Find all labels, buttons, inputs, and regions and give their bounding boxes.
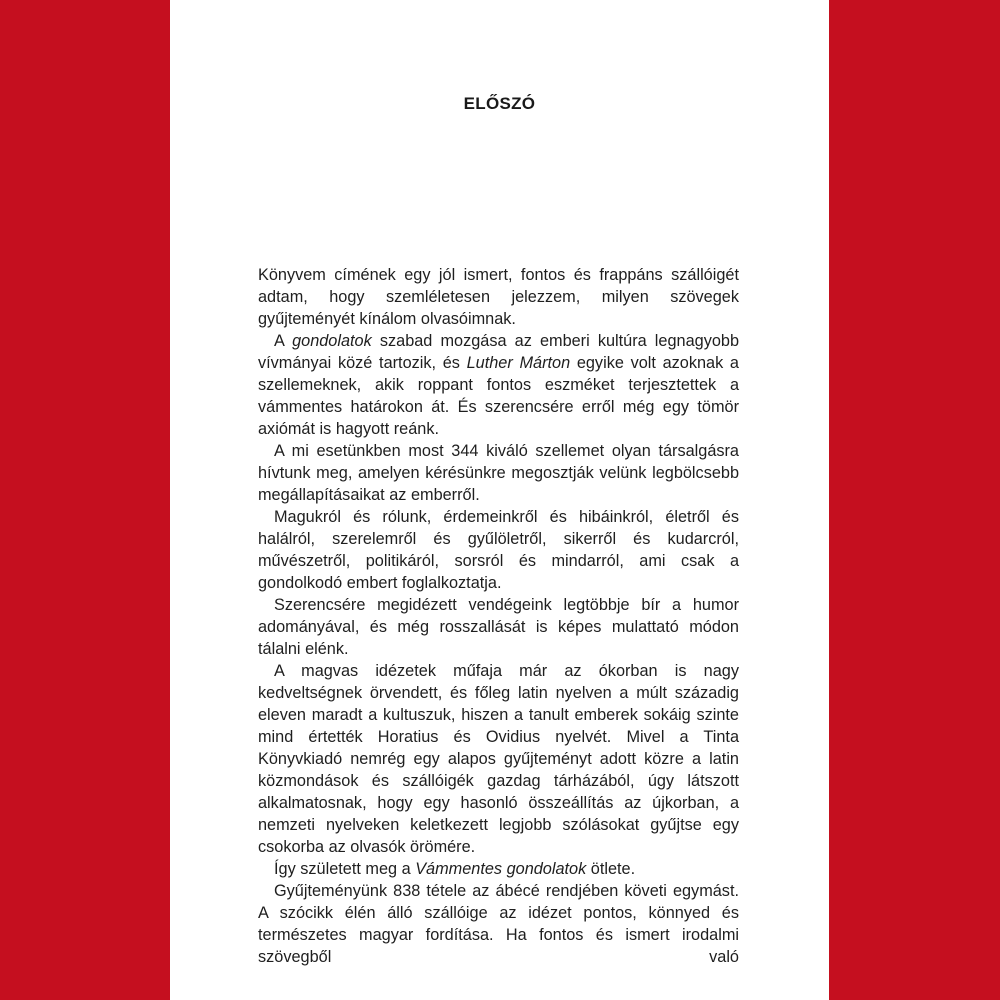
paragraph-text: Gyűjteményünk 838 tétele az ábécé rendjében követi egymást. A szócikk élén álló szállóige az idézet pontos, könnyed és természetes magyar fordítása. Ha fontos és ismert irodalmi szövegből való: [258, 882, 739, 966]
paragraph-7: [258, 858, 739, 880]
paragraph-text: Könyvem címének egy jól ismert, fontos és frappáns szállóigét adtam, hogy szemléletesen jelezzem, milyen szövegek gyűjteményét kínálom olvasóimnak.: [258, 266, 739, 328]
paragraph-text: Így született meg a: [274, 860, 416, 878]
italic-name: Luther Márton: [466, 354, 571, 372]
paragraph-3: [258, 440, 739, 506]
paragraph-1: [258, 264, 739, 330]
preface-body: [258, 264, 739, 968]
paragraph-text: A mi esetünkben most 344 kiváló szellemet olyan társalgásra hívtunk meg, amelyen kérésünkre megosztják velünk legbölcsebb megállapításaikat az emberről.: [258, 442, 739, 504]
paragraph-4: [258, 506, 739, 594]
page-title: ELŐSZÓ: [463, 94, 536, 113]
paragraph-text: Szerencsére megidézett vendégeink legtöbbje bír a humor adományával, és még rosszallását is képes mulattató módon tálalni elénk.: [258, 596, 739, 658]
right-red-border: [829, 0, 1000, 1000]
paragraph-text: A: [274, 332, 293, 350]
paragraph-text: egyike volt azoknak a szellemeknek, akik roppant fontos eszméket terjesztettek a vámmentes határokon át. És szerencsére erről még egy tömör axiómát is hagyott reánk.: [258, 354, 739, 438]
paragraph-text: ötlete.: [586, 860, 636, 878]
paragraph-text: A magvas idézetek műfaja már az ókorban is nagy kedveltségnek örvendett, és főleg latin nyelven a múlt századig eleven maradt a kultuszuk, hiszen a tanult emberek sokáig szinte mind értették Horatius és Ovidius nyelvét. Mivel a Tinta Könyvkiadó nemrég egy alapos gyűjteményt adott közre a latin közmondások és szállóigék gazdag tárházából, úgy látszott alkalmatosnak, hogy egy hasonló összeállítás az újkorban, a nemzeti nyelveken keletkezett legjobb szólásokat gyűjtse egy csokorba az olvasók örömére.: [258, 662, 739, 856]
italic-term: gondolatok: [292, 332, 372, 350]
paragraph-2: [258, 330, 739, 440]
paragraph-text: Magukról és rólunk, érdemeinkről és hibáinkról, életről és halálról, szerelemről és gyűlöletről, sikerről és kudarcról, művészetről, politikáról, sorsról és mindarról, ami csak a gondolkodó embert foglalkoztatja.: [258, 508, 739, 592]
paragraph-5: [258, 594, 739, 660]
book-page: [170, 0, 829, 1000]
paragraph-6: [258, 660, 739, 858]
italic-book-title: Vámmentes gondolatok: [415, 860, 587, 878]
paragraph-text: szabad mozgása az emberi kultúra legnagyobb vívmányai közé tartozik, és: [258, 332, 740, 372]
paragraph-8: [258, 880, 739, 968]
left-red-border: [0, 0, 170, 1000]
